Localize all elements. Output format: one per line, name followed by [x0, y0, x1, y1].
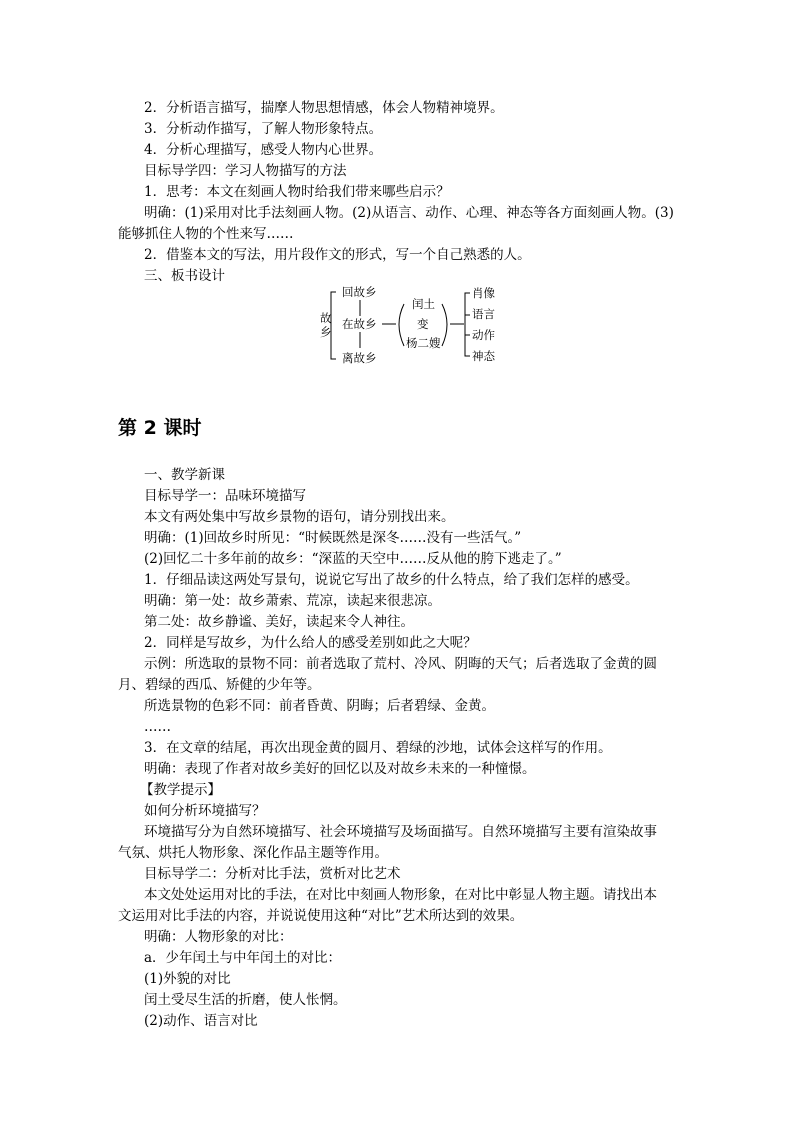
diagram-person: 杨二嫂: [406, 336, 441, 350]
text-line: 气氛、烘托人物形象、深化作品主题等作用。: [118, 845, 388, 861]
text-line: (1)外貌的对比: [144, 971, 231, 987]
diagram-root-char: 故: [320, 311, 332, 325]
lesson-title: 第 2 课时: [118, 417, 202, 439]
diagram-aspect: 神态: [472, 349, 495, 363]
diagram-person: 闰土: [412, 297, 435, 311]
text-line: a．少年闰土与中年闰土的对比：: [144, 950, 342, 966]
text-line: 三、板书设计: [144, 268, 225, 284]
text-line: 文运用对比手法的内容，并说说使用这种“对比”艺术所达到的效果。: [118, 908, 524, 924]
text-line: 本文处处运用对比的手法，在对比中刻画人物形象，在对比中彰显人物主题。请找出本: [144, 887, 657, 903]
text-line: 3．分析动作描写，了解人物形象特点。: [144, 121, 383, 137]
text-line: (2)回忆二十多年前的故乡：“深蓝的天空中……反从他的胯下逃走了。”: [144, 551, 562, 567]
text-line: 能够抓住人物的个性来写……: [118, 226, 294, 242]
text-line: 4．分析心理描写，感受人物内心世界。: [144, 142, 383, 158]
text-line: 明确：(1)回故乡时所见：“时候既然是深冬……没有一些活气。”: [144, 530, 522, 546]
text-line: 2．同样是写故乡，为什么给人的感受差别如此之大呢？: [144, 635, 477, 651]
text-line: 明确：第一处：故乡萧索、荒凉，读起来很悲凉。: [144, 593, 441, 609]
text-line: 一、教学新课: [144, 467, 225, 483]
text-line: 1．思考：本文在刻画人物时给我们带来哪些启示？: [144, 184, 450, 200]
text-line: 目标导学一：品味环境描写: [144, 488, 306, 504]
left-paren: [399, 304, 404, 346]
text-line: 月、碧绿的西瓜、矫健的少年等。: [118, 677, 321, 693]
diagram-aspect: 语言: [472, 307, 495, 321]
text-line: 【教学提示】: [140, 782, 221, 798]
text-line: 所选景物的色彩不同：前者昏黄、阴晦；后者碧绿、金黄。: [144, 698, 495, 714]
diagram-branch: 离故乡: [342, 351, 377, 365]
text-line: 2．借鉴本文的写法，用片段作文的形式，写一个自己熟悉的人。: [144, 247, 531, 263]
text-line: 2．分析语言描写，揣摩人物思想情感，体会人物精神境界。: [144, 100, 504, 116]
text-line: 明确：(1)采用对比手法刻画人物。(2)从语言、动作、心理、神态等各方面刻画人物。(3): [144, 205, 674, 221]
board-design-diagram: [312, 284, 512, 368]
diagram-root-char: 乡: [320, 325, 332, 339]
diagram-change: 变: [417, 317, 429, 331]
text-line: ……: [144, 719, 171, 735]
diagram-branch: 回故乡: [342, 285, 377, 299]
left-bracket: [331, 292, 336, 359]
text-line: 第二处：故乡静谧、美好，读起来令人神往。: [144, 614, 414, 630]
text-line: 示例：所选取的景物不同：前者选取了荒村、冷风、阴晦的天气；后者选取了金黄的圆: [144, 656, 657, 672]
text-line: 明确：人物形象的对比：: [144, 929, 293, 945]
text-line: 1．仔细品读这两处写景句，说说它写出了故乡的什么特点，给了我们怎样的感受。: [144, 572, 639, 588]
text-line: 目标导学四：学习人物描写的方法: [144, 163, 347, 179]
diagram-aspect: 动作: [472, 328, 495, 342]
text-line: 如何分析环境描写？: [144, 803, 266, 819]
right-bracket: [465, 293, 470, 356]
diagram-branch: 在故乡: [342, 317, 377, 331]
text-line: 3．在文章的结尾，再次出现金黄的圆月、碧绿的沙地，试体会这样写的作用。: [144, 740, 612, 756]
text-line: 目标导学二：分析对比手法，赏析对比艺术: [144, 866, 401, 882]
text-line: 明确：表现了作者对故乡美好的回忆以及对故乡未来的一种憧憬。: [144, 761, 536, 777]
text-line: (2)动作、语言对比: [144, 1013, 258, 1029]
text-line: 闰土受尽生活的折磨，使人怅惘。: [144, 992, 347, 1008]
text-line: 本文有两处集中写故乡景物的语句，请分别找出来。: [144, 509, 455, 525]
right-paren: [442, 304, 447, 346]
diagram-aspect: 肖像: [472, 286, 495, 300]
text-line: 环境描写分为自然环境描写、社会环境描写及场面描写。自然环境描写主要有渲染故事: [144, 824, 657, 840]
